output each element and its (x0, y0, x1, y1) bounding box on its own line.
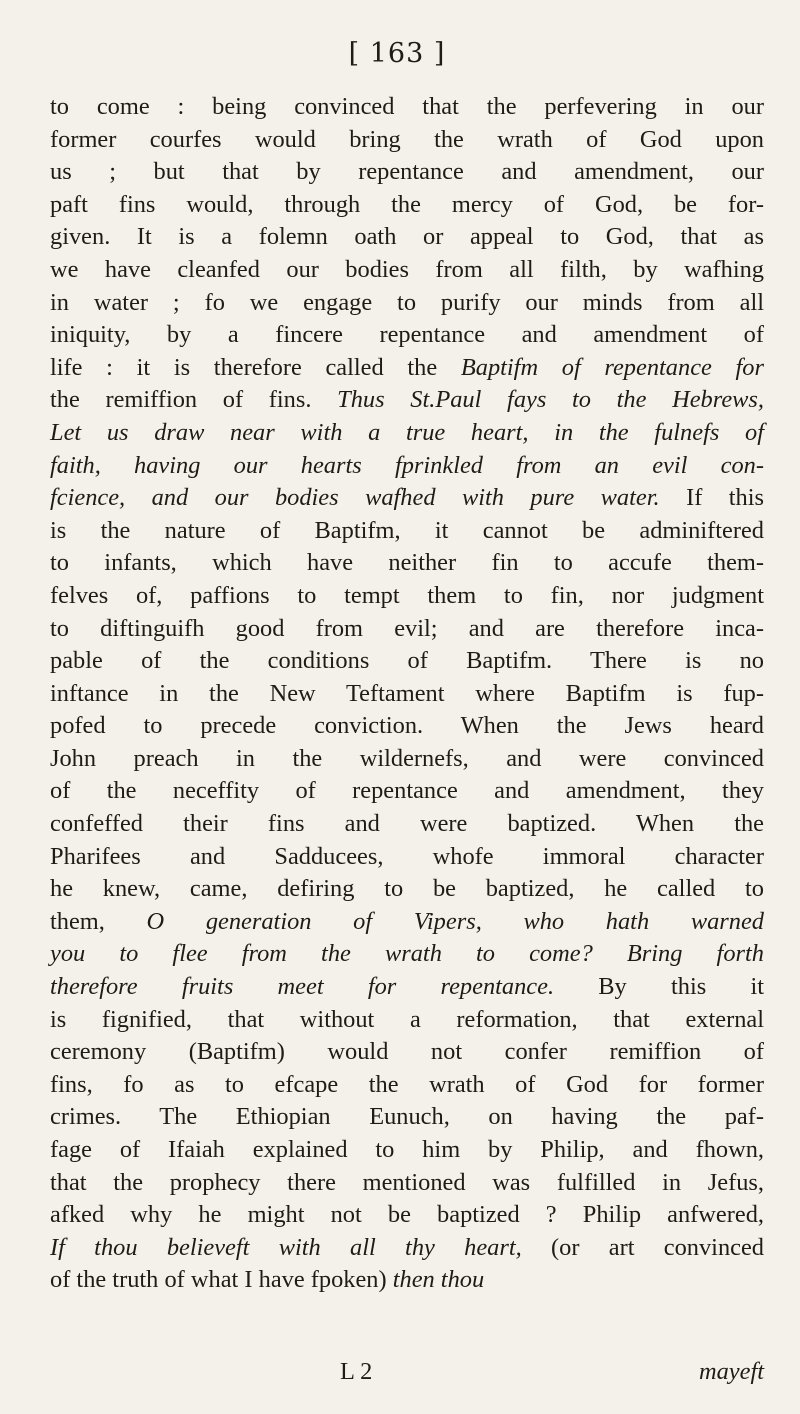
text-line (50, 1167, 764, 1200)
roman-text: pable of the conditions of Baptifm. There is no (50, 647, 764, 675)
text-line (50, 710, 764, 743)
text-line (50, 515, 764, 548)
text-line (50, 906, 764, 939)
roman-text: in water ; fo we engage to purify our minds from all (50, 288, 764, 316)
text-line (50, 743, 764, 776)
italic-text: therefore fruits meet for repentance. (50, 973, 555, 1001)
roman-text: pofed to precede conviction. When the Jews heard (50, 712, 764, 740)
roman-text: (or art convinced (521, 1233, 764, 1261)
text-line (50, 971, 764, 1004)
roman-text: ceremony (Baptifm) would not confer remiffion of (50, 1038, 764, 1066)
italic-text: then thou (392, 1266, 485, 1294)
text-line (50, 287, 764, 320)
roman-text: we have cleanfed our bodies from all filth, by wafhing (50, 255, 764, 283)
text-line (50, 1264, 764, 1297)
roman-text: Pharifees and Sadducees, whofe immoral character (50, 842, 764, 870)
text-line (50, 547, 764, 580)
roman-text: inftance in the New Teftament where Baptifm is fup- (50, 679, 764, 707)
text-line (50, 124, 764, 157)
italic-text: If thou believeft with all thy heart, (50, 1233, 522, 1261)
roman-text: to infants, which have neither fin to accufe them- (50, 549, 764, 577)
roman-text: to diftinguifh good from evil; and are therefore inca- (50, 614, 764, 642)
roman-text: felves of, paffions to tempt them to fin, nor judgment (50, 581, 764, 609)
text-line (50, 1199, 764, 1232)
text-line (50, 645, 764, 678)
roman-text: of the neceffity of repentance and amendment, they (50, 777, 764, 805)
roman-text: confeffed their fins and were baptized. When the (50, 810, 764, 838)
text-line (50, 938, 764, 971)
page-number: [ 163 ] (348, 38, 446, 69)
text-line (50, 841, 764, 874)
text-line (50, 775, 764, 808)
roman-text: iniquity, by a fincere repentance and amendment of (50, 321, 764, 349)
text-line (50, 1232, 764, 1265)
roman-text: to come : being convinced that the perfevering in our (50, 93, 764, 120)
italic-text: Baptifm of repentance for (460, 353, 764, 381)
roman-text: that the prophecy there mentioned was fulfilled in Jefus, (50, 1168, 764, 1196)
roman-text: of the truth of what I have fpoken) (50, 1266, 393, 1294)
roman-text: paft fins would, through the mercy of God, be for- (50, 190, 764, 218)
italic-text: faith, having our hearts fprinkled from an evil con- (50, 451, 764, 479)
signature-mark: L 2 (340, 1358, 373, 1385)
roman-text: By this it (554, 973, 764, 1001)
text-line (50, 156, 764, 189)
text-line (50, 1036, 764, 1069)
roman-text: is fignified, that without a reformation, that external (50, 1005, 764, 1033)
roman-text: given. It is a folemn oath or appeal to God, that as (50, 223, 764, 251)
text-line (50, 1069, 764, 1102)
roman-text: fins, fo as to efcape the wrath of God for former (50, 1070, 764, 1098)
italic-text: you to flee from the wrath to come? Bring forth (50, 940, 764, 968)
italic-text: O generation of Vipers, who hath warned (146, 907, 764, 935)
text-line (50, 319, 764, 352)
body-text (50, 91, 764, 1297)
text-line (50, 482, 764, 515)
text-line (50, 580, 764, 613)
roman-text: fage of Ifaiah explained to him by Philip, and fhown, (50, 1136, 764, 1163)
italic-text: Let us draw near with a true heart, in the fulnefs of (50, 418, 764, 446)
roman-text: them, (50, 907, 147, 935)
text-line (50, 189, 764, 222)
text-line (50, 352, 764, 385)
text-line (50, 873, 764, 906)
roman-text: he knew, came, defiring to be baptized, he called to (50, 875, 764, 903)
roman-text: afked why he might not be baptized ? Philip anfwered, (50, 1201, 764, 1229)
text-line (50, 1134, 764, 1167)
text-line (50, 254, 764, 287)
text-line (50, 450, 764, 483)
roman-text: crimes. The Ethiopian Eunuch, on having the paf- (50, 1103, 764, 1131)
text-line (50, 91, 764, 124)
italic-text: Thus St.Paul fays to the Hebrews, (311, 386, 764, 414)
text-line (50, 678, 764, 711)
roman-text: John preach in the wildernefs, and were convinced (50, 744, 764, 772)
roman-text: is the nature of Baptifm, it cannot be adminiftered (50, 516, 764, 544)
text-line (50, 384, 764, 417)
text-line (50, 221, 764, 254)
catchword: mayeft (698, 1358, 764, 1385)
text-line (50, 808, 764, 841)
text-line (50, 417, 764, 450)
roman-text: us ; but that by repentance and amendment, our (50, 158, 764, 186)
roman-text: former courfes would bring the wrath of God upon (50, 125, 764, 153)
roman-text: If this (659, 484, 764, 512)
roman-text: the remiffion of fins. (50, 386, 312, 414)
text-line (50, 1004, 764, 1037)
roman-text: life : it is therefore called the (50, 353, 461, 381)
text-line (50, 613, 764, 646)
italic-text: fcience, and our bodies wafhed with pure water. (50, 484, 660, 512)
text-line (50, 1101, 764, 1134)
